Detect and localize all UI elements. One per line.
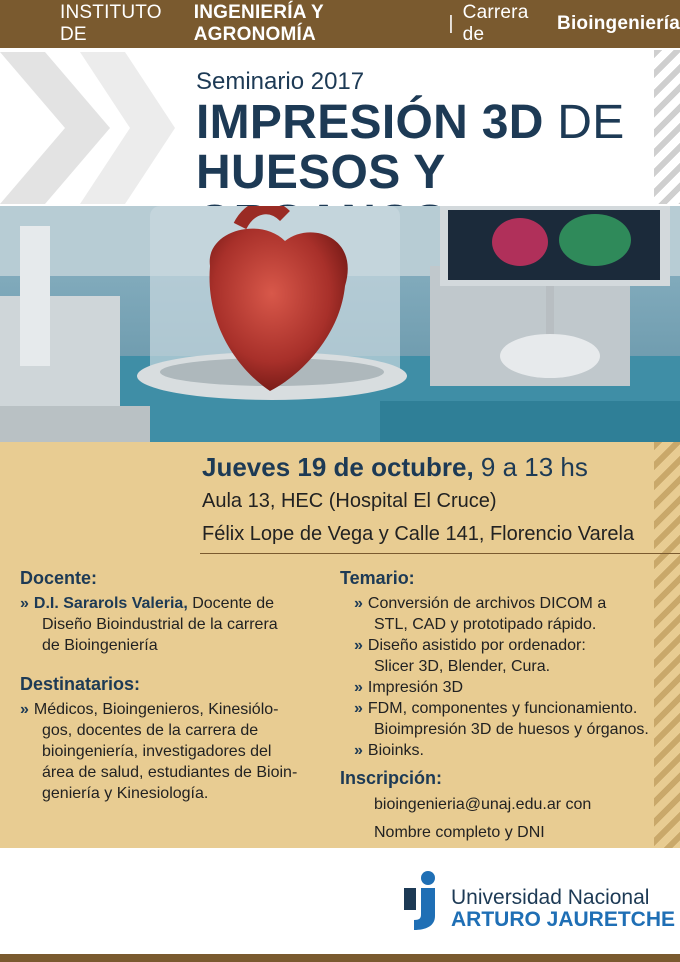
institute-prefix: INSTITUTO DE <box>60 2 162 45</box>
docente-text <box>20 593 278 656</box>
hero-image <box>0 206 680 442</box>
footer-bar <box>0 954 680 962</box>
temario-heading: Temario: <box>340 568 415 588</box>
title-line2: HUESOS Y <box>196 146 445 199</box>
inscripcion-requirement: Nombre completo y DNI <box>374 824 545 841</box>
temario-item: FDM, componentes y funcionamiento. <box>367 700 638 717</box>
temario-item-cont: STL, CAD y prototipado rápido. <box>374 616 597 633</box>
career-name: Bioingeniería <box>557 13 680 34</box>
bullet-icon: » <box>20 595 29 612</box>
temario-item-cont: Slicer 3D, Blender, Cura. <box>374 658 551 675</box>
bullet-icon: » <box>354 637 363 654</box>
header-bar <box>0 0 680 48</box>
inscripcion-heading: Inscripción: <box>340 768 443 788</box>
destinatarios-line: área de salud, estudiantes de Bioin- <box>42 764 298 781</box>
event-address: Félix Lope de Vega y Calle 141, Florencio Varela <box>202 523 635 545</box>
title-line1-bold: IMPRESIÓN 3D <box>196 96 544 149</box>
docente-line1: Docente de <box>187 595 275 612</box>
event-date <box>202 452 588 483</box>
header-separator: | <box>448 13 454 34</box>
university-name-line1: Universidad Nacional <box>451 886 650 909</box>
institute-name: INGENIERÍA Y AGRONOMÍA <box>193 2 324 45</box>
bullet-icon: » <box>354 595 363 612</box>
destinatarios-text <box>20 699 297 804</box>
university-name-line2: ARTURO JAURETCHE <box>451 908 676 931</box>
temario-item: Diseño asistido por ordenador: <box>367 637 586 654</box>
docente-heading: Docente: <box>20 568 98 588</box>
temario-item: Impresión 3D <box>367 679 464 696</box>
docente-name: D.I. Sararols Valeria, <box>33 595 188 612</box>
stripe-decoration-mid <box>654 442 680 848</box>
temario-item: Conversión de archivos DICOM a <box>367 595 607 612</box>
career-prefix: Carrera de <box>462 2 529 45</box>
event-date-bold: Jueves 19 de octubre, <box>202 452 474 482</box>
title-line1-light: DE <box>543 96 625 149</box>
bullet-icon: » <box>354 679 363 696</box>
destinatarios-line: geniería y Kinesiología. <box>42 785 209 802</box>
event-room: Aula 13, HEC (Hospital El Cruce) <box>202 490 497 512</box>
temario-item: Bioinks. <box>367 742 424 759</box>
bullet-icon: » <box>354 742 363 759</box>
docente-line2: Diseño Bioindustrial de la carrera <box>42 616 278 633</box>
chevron-decoration-icon <box>0 52 175 204</box>
bullet-icon: » <box>354 700 363 717</box>
destinatarios-line: gos, docentes de la carrera de <box>42 722 259 739</box>
docente-line3: de Bioingeniería <box>42 637 158 654</box>
event-time: 9 a 13 hs <box>473 452 588 482</box>
destinatarios-line: bioingeniería, investigadores del <box>42 743 272 760</box>
university-logo-icon <box>404 870 438 930</box>
destinatarios-line: Médicos, Bioingenieros, Kinesiólo- <box>33 701 279 718</box>
bullet-icon: » <box>20 701 29 718</box>
divider <box>200 553 680 554</box>
temario-list <box>354 593 649 761</box>
inscripcion-email[interactable]: bioingenieria@unaj.edu.ar con <box>374 796 592 813</box>
destinatarios-heading: Destinatarios: <box>20 674 141 694</box>
temario-item-cont: Bioimpresión 3D de huesos y órganos. <box>374 721 649 738</box>
seminar-subtitle: Seminario 2017 <box>196 68 365 95</box>
